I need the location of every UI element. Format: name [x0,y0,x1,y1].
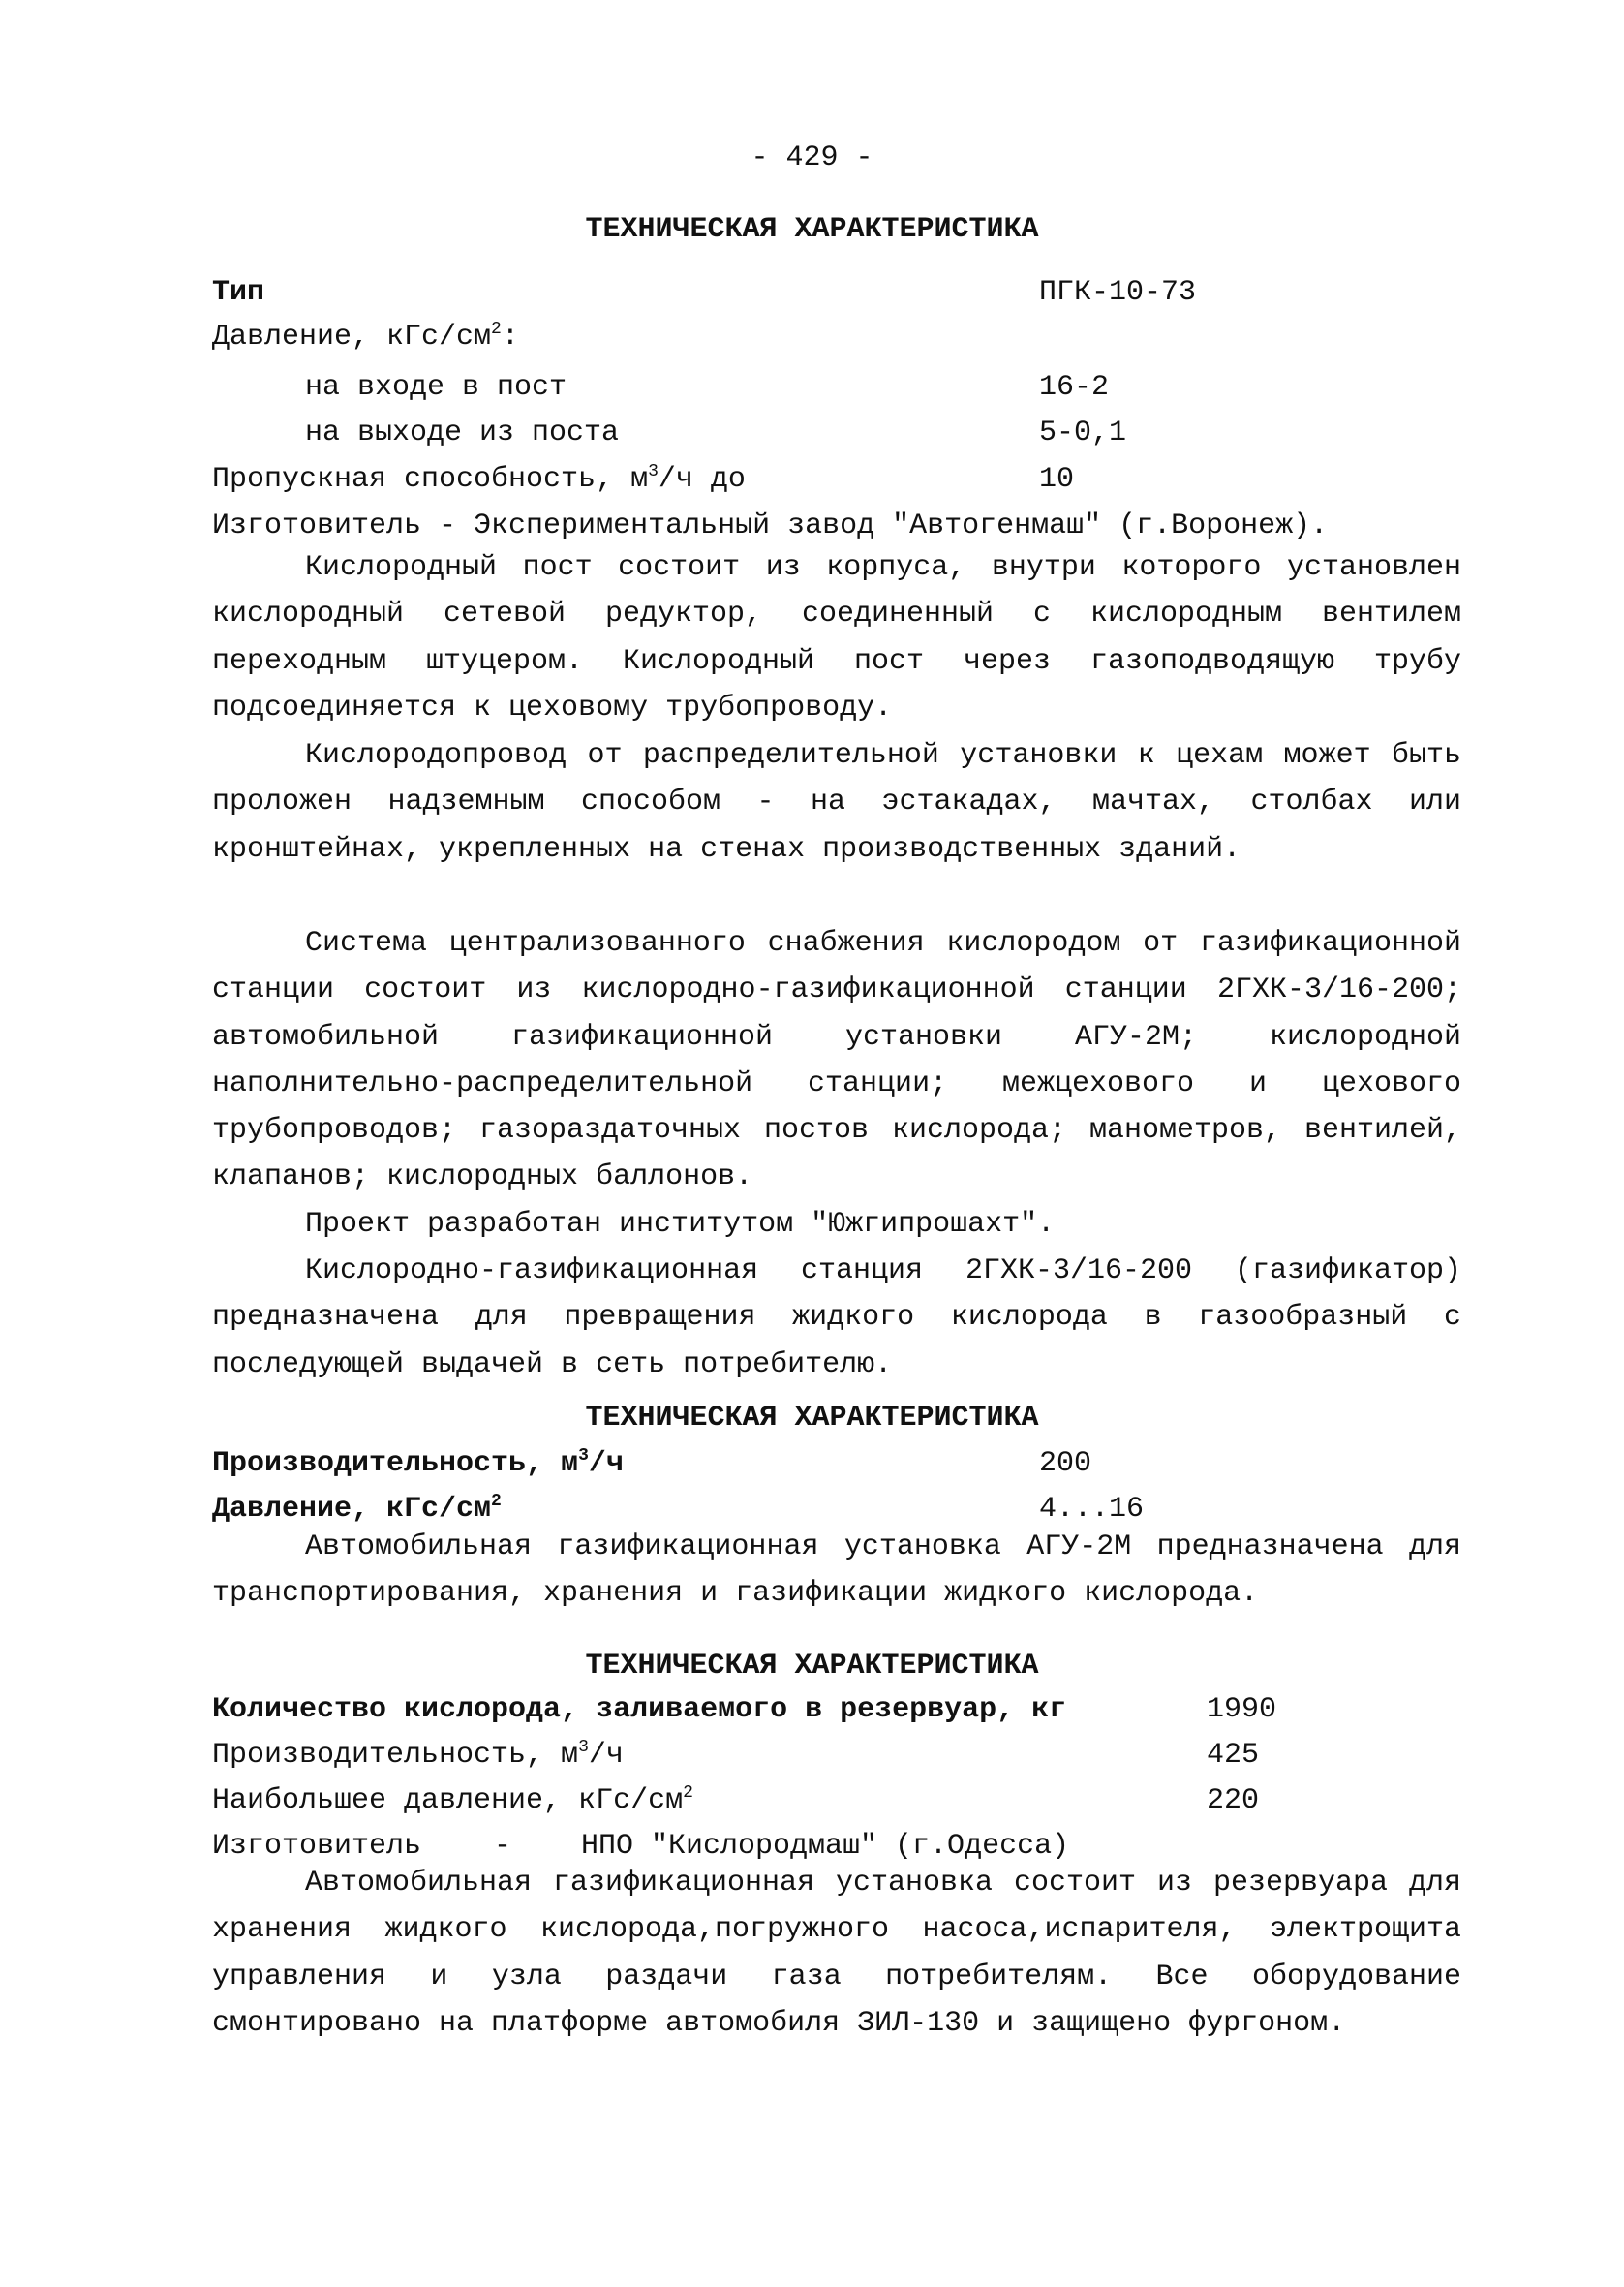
superscript-3c: 3 [578,1738,589,1757]
outlet-value: 5-0,1 [1039,417,1127,449]
paragraph-supply-system: Система централизованного снабжения кислородом от газификационной станции состоит из кислородно-газификационной станции 2ГХК-3/16-200; автомобильной газификационной установки АГУ-2М; кислородной наполнительно-распределительной станции; межцехового и цехового трубопроводов; газораздаточных постов кислорода; манометров, вентилей, клапанов; кислородных баллонов. [212,927,1461,1194]
inlet-label: на входе в пост [305,371,567,404]
superscript-3b: 3 [578,1446,589,1466]
pressure-label-2-text: Давление, кГс/см [212,1493,492,1526]
spec-heading-1: ТЕХНИЧЕСКАЯ ХАРАКТЕРИСТИКА [585,213,1039,246]
productivity-label-text: Производительность, м [212,1447,579,1480]
spec-heading-2: ТЕХНИЧЕСКАЯ ХАРАКТЕРИСТИКА [585,1402,1039,1435]
pressure-label-text: Давление, кГс/см [212,321,492,354]
max-pressure-label [212,1783,693,1817]
productivity-value-3: 425 [1207,1739,1260,1772]
manufacturer-value-3: НПО "Кислородмаш" (г.Одесса) [581,1830,1070,1863]
pressure-value-2: 4...16 [1039,1493,1145,1526]
spec-heading-3: ТЕХНИЧЕСКАЯ ХАРАКТЕРИСТИКА [585,1650,1039,1683]
productivity-label-unit: /ч [588,1447,624,1480]
inlet-value: 16-2 [1039,371,1110,404]
manufacturer-dash-3: - [494,1830,512,1863]
outlet-label: на выходе из поста [305,417,620,449]
manufacturer-line: Изготовитель - Экспериментальный завод "Автогенмаш" (г.Воронеж). [212,510,1329,542]
oxygen-amount-value: 1990 [1207,1693,1277,1726]
paragraph-agu: Автомобильная газификационная установка АГУ-2М предназначена для транспортирования, хранения и газификации жидкого кислорода. [212,1530,1461,1611]
paragraph-oxygen-pipeline: Кислородопровод от распределительной установки к цехам может быть проложен надземным способом - на эстакадах, мачтах, столбах или кронштейнах, укрепленных на стенах производственных зданий. [212,739,1461,866]
type-value: ПГК-10-73 [1039,276,1197,309]
paragraph-gasification-station: Кислородно-газификационная станция 2ГХК-3/16-200 (газификатор) предназначена для превращения жидкого кислорода в газообразный с последующей выдачей в сеть потребителю. [212,1254,1461,1381]
page-number: - 429 - [751,141,873,174]
pressure-label [212,320,519,354]
paragraph-oxygen-post: Кислородный пост состоит из корпуса, внутри которого установлен кислородный сетевой редуктор, соединенный с кислородным вентилем переходным штуцером. Кислородный пост через газоподводящую трубу подсоединяется к цеховому трубопроводу. [212,551,1461,725]
pressure-label-2 [212,1492,502,1526]
pressure-label-colon: : [501,321,519,354]
productivity-label [212,1446,624,1480]
productivity-label-3-unit: /ч [588,1739,624,1772]
productivity-value: 200 [1039,1447,1092,1480]
oxygen-amount-label: Количество кислорода, заливаемого в резервуар, кг [212,1693,1067,1726]
paragraph-project: Проект разработан институтом "Южгипрошахт". [305,1208,1056,1241]
max-pressure-value: 220 [1207,1784,1260,1817]
paragraph-agu-composition: Автомобильная газификационная установка состоит из резервуара для хранения жидкого кислорода,погружного насоса,испарителя, электрощита управления и узла раздачи газа потребителям. Все оборудование смонтировано на платформе автомобиля ЗИЛ-130 и защищено фургоном. [212,1867,1461,2040]
superscript-3: 3 [648,462,659,481]
superscript-2c: 2 [683,1783,693,1803]
productivity-label-3-text: Производительность, м [212,1739,579,1772]
max-pressure-label-text: Наибольшее давление, кГс/см [212,1784,684,1817]
capacity-label-unit: /ч до [658,463,746,496]
productivity-label-3 [212,1738,624,1772]
manufacturer-label-3: Изготовитель [212,1830,422,1863]
capacity-label [212,462,746,496]
superscript-2: 2 [491,320,502,339]
capacity-label-text: Пропускная способность, м [212,463,649,496]
type-label: Тип [212,276,265,309]
superscript-2b: 2 [491,1492,502,1511]
capacity-value: 10 [1039,463,1075,496]
